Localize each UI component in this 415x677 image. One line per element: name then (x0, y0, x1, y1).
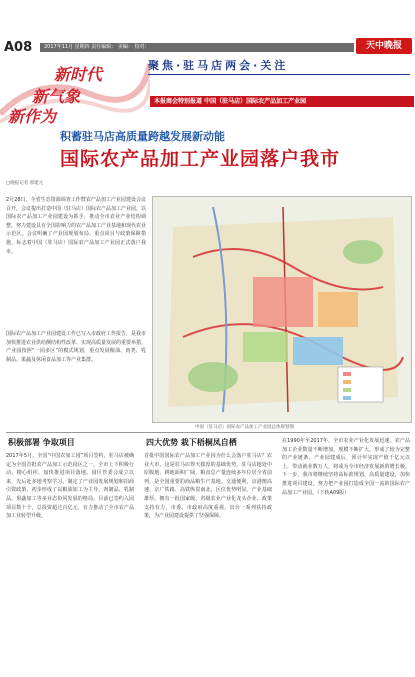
section-body-2: 首批中国国际农产品加工产业园为什么会落户驻马店？农业大市，这是驻马店得天独厚的基础优势。驻马店地处中原腹地，耕地面积广阔，粮食总产量连续多年位居全省前列，是全国重要的商品粮生产基地。交通便利，京港澳高速、京广铁路、高铁纵贯南北，区位优势明显。产业基础雄厚，拥有一批国家级、省级农业产业化龙头企业。政策支持有力，市委、市政府高度重视，出台一系列扶持政策，为产业园建设提供了坚强保障。 (144, 453, 272, 520)
section-heading-1: 积极部署 争取项目 (8, 438, 75, 447)
map-graphic (153, 197, 411, 422)
lead-paragraph-2: 国际农产品加工产业园建设工作已写入市政府工作报告，是我市加快推进农业供给侧结构性改革、实现高质量发展的重要举措。产业园按照“一园多区”的模式规划，重点发展粮油、肉类、乳制品、果蔬及休闲食品加工等产业集群。 (6, 331, 146, 363)
article-title: 国际农产品加工产业园落户我市 (60, 148, 341, 170)
section-banner: 聚焦·驻马店两会·关注 (148, 59, 289, 72)
section-body-1: 2017年5月，全国“中国农加工园”项目签约，驻马店被确定为全国首批农产品加工示范园区之一，全市上下积极行动，精心组织，加快推进项目落地。园区管委会成立以来，先后赴多地考察学习，制定了产业园发展规划和招商引资政策，初步形成了以粮油加工为主导，肉制品、乳制品、果蔬加工等多业态协同发展的格局。目前已签约入园项目数十个，总投资超过百亿元，有力推动了全市农产品加工业转型升级。 (6, 453, 134, 520)
article-subtitle: 积蓄驻马店高质量跨越发展新动能 (60, 130, 225, 143)
section-body-3: 在1990年至2017年，全市农业产业化发展迅速，农产品加工企业数量不断增加，规模不断扩大，形成了较为完整的产业链条。产业园建成后，预计年实现产值千亿元以上，带动就业数万人，将成为全市经济发展新的增长极。下一步，我市将继续坚持高标准规划、高质量建设，加快推进项目建设，努力把产业园打造成全国一流的国际农产品加工产业园。（下转A09版） (282, 438, 410, 496)
deco-line-2: 新气象 (32, 87, 81, 106)
newspaper-logo: 天中晚报 (356, 38, 412, 54)
park-planning-map (152, 196, 412, 423)
banner-underline (148, 74, 410, 75)
deco-line-3: 新作为 (8, 107, 57, 126)
feature-bar: 本报商会特别报道 中国（驻马店）国际农产品加工产业园 (150, 96, 414, 107)
page-number: A08 (4, 40, 33, 55)
section-divider (6, 432, 410, 433)
map-caption: 中国（驻马店）国际农产品加工产业园总体规划图 (195, 425, 294, 430)
deco-line-1: 新时代 (54, 65, 103, 84)
article-byline: □晚报记者 郭建元 (6, 181, 44, 186)
section-heading-2: 四大优势 栽下梧桐凤自栖 (146, 438, 237, 447)
header-info-bar: 2017年11月 星期四 责任编辑： 美编： 校对： (40, 43, 354, 52)
lead-paragraph: 2月28日，全省生态资源调查工作暨农产品加工产业园建设会议召开，会议提出打造中国（驻马店）国际农产品加工产业园，以国际农产品加工产业园建设为抓手，推动全市农业产业结构调整，努力建设具有全国影响力的农产品加工产业基地和现代农业示范区。会议明确了产业园规划布局、重点项目与政策保障措施，标志着中国（驻马店）国际农产品加工产业园正式落户我市。 (6, 197, 146, 255)
